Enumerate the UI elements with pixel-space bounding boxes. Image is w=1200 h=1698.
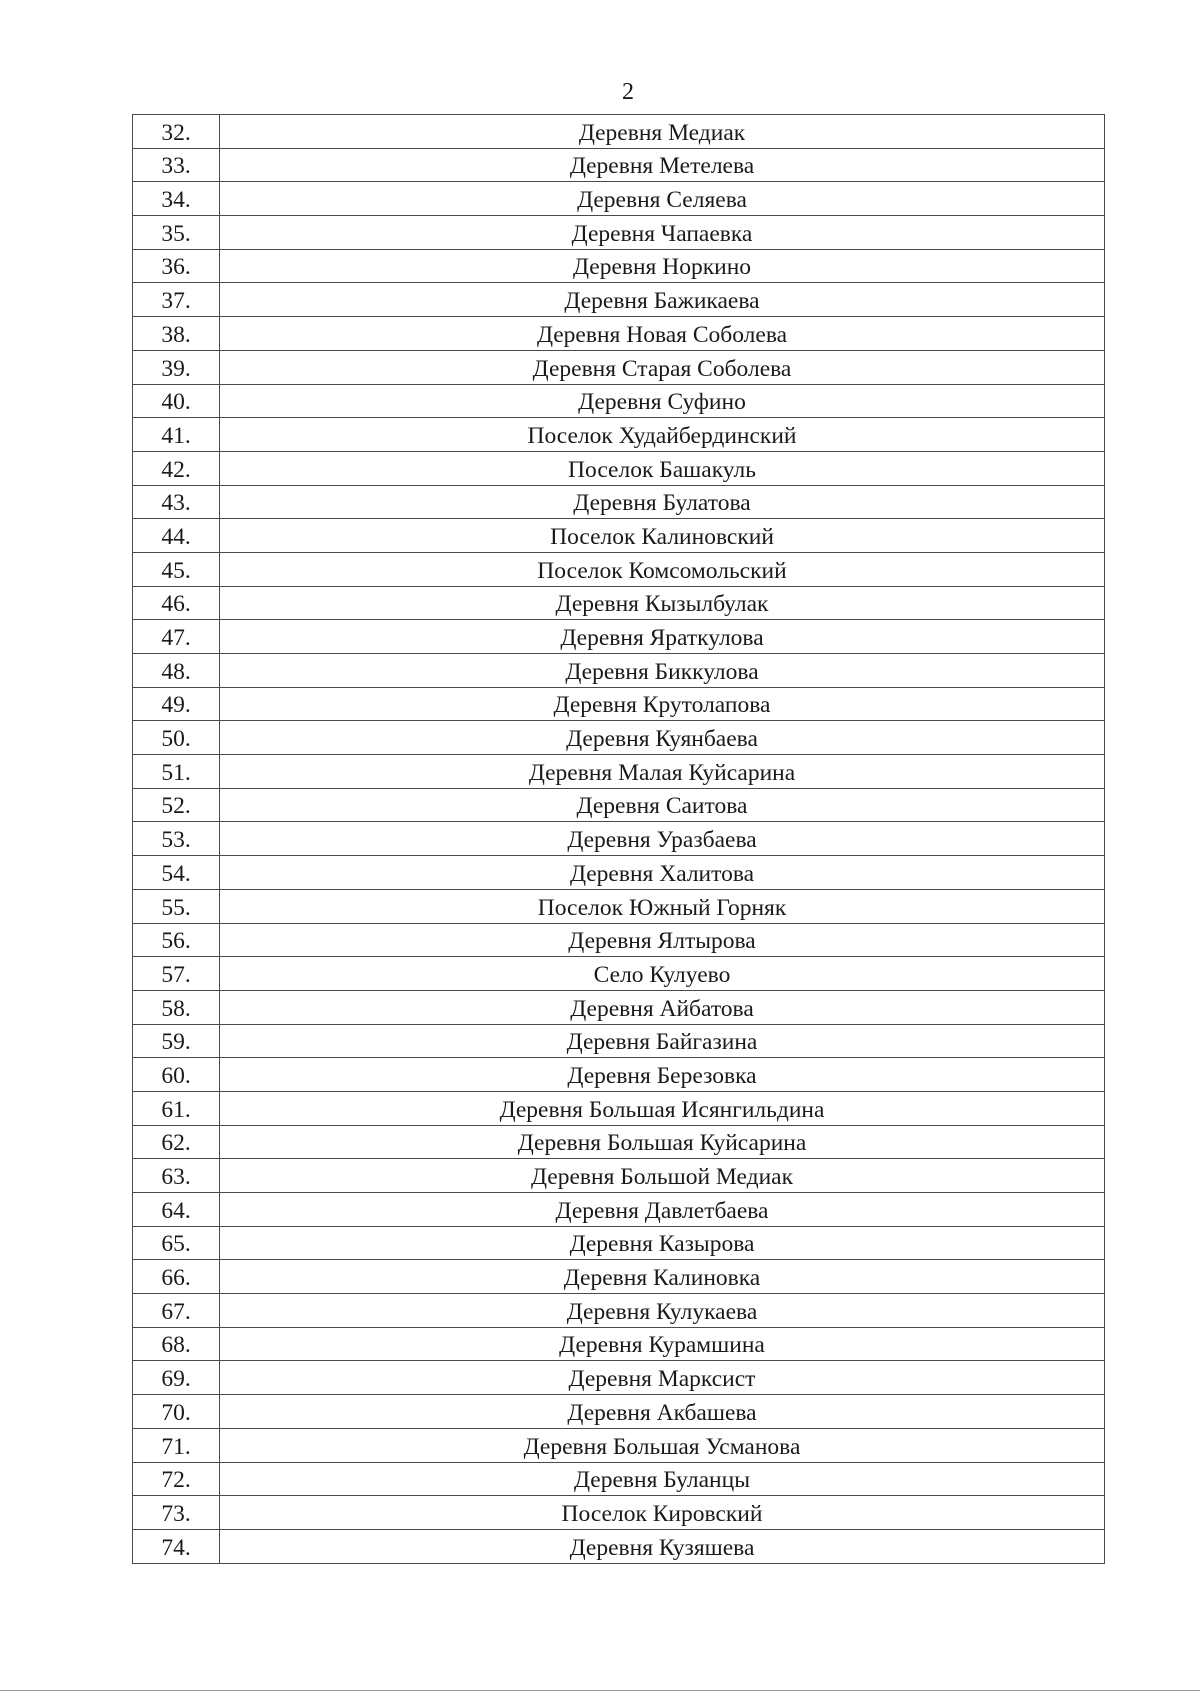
settlement-name: Деревня Марксист [220,1361,1105,1395]
table-row [133,1226,1105,1260]
row-number: 67. [133,1294,220,1328]
page-number: 2 [622,79,634,105]
table-row [133,317,1105,351]
row-number: 56. [133,923,220,957]
row-number: 48. [133,654,220,688]
settlement-name: Поселок Кировский [220,1496,1105,1530]
table-row [133,957,1105,991]
settlement-name: Деревня Халитова [220,856,1105,890]
settlement-name: Деревня Бажикаева [220,283,1105,317]
table-row [133,1024,1105,1058]
row-number: 74. [133,1529,220,1563]
settlement-name: Деревня Березовка [220,1058,1105,1092]
table-row [133,1091,1105,1125]
row-number: 32. [133,115,220,149]
settlement-name: Деревня Большой Медиак [220,1159,1105,1193]
row-number: 59. [133,1024,220,1058]
settlements-table-body [133,115,1105,1564]
settlement-name: Деревня Байгазина [220,1024,1105,1058]
settlement-name: Деревня Кулукаева [220,1294,1105,1328]
table-row [133,687,1105,721]
settlement-name: Деревня Уразбаева [220,822,1105,856]
row-number: 43. [133,485,220,519]
settlement-name: Деревня Саитова [220,788,1105,822]
table-row [133,1260,1105,1294]
row-number: 55. [133,889,220,923]
settlement-name: Деревня Метелева [220,148,1105,182]
settlement-name: Деревня Большая Усманова [220,1428,1105,1462]
row-number: 63. [133,1159,220,1193]
settlement-name: Село Кулуево [220,957,1105,991]
row-number: 49. [133,687,220,721]
table-row [133,1462,1105,1496]
row-number: 46. [133,586,220,620]
row-number: 72. [133,1462,220,1496]
table-row [133,923,1105,957]
table-row [133,350,1105,384]
table-row [133,451,1105,485]
table-row [133,519,1105,553]
table-row [133,1159,1105,1193]
row-number: 40. [133,384,220,418]
table-row [133,249,1105,283]
settlement-name: Деревня Норкино [220,249,1105,283]
row-number: 68. [133,1327,220,1361]
settlement-name: Деревня Новая Соболева [220,317,1105,351]
table-row [133,654,1105,688]
table-row [133,856,1105,890]
row-number: 73. [133,1496,220,1530]
row-number: 69. [133,1361,220,1395]
table-row [133,418,1105,452]
row-number: 57. [133,957,220,991]
table-row [133,1395,1105,1429]
page-bottom-divider [0,1690,1200,1691]
row-number: 60. [133,1058,220,1092]
row-number: 47. [133,620,220,654]
table-row [133,1529,1105,1563]
settlements-table [132,114,1105,1564]
settlement-name: Деревня Суфино [220,384,1105,418]
settlement-name: Деревня Калиновка [220,1260,1105,1294]
table-row [133,620,1105,654]
settlement-name: Деревня Ялтырова [220,923,1105,957]
settlement-name: Деревня Крутолапова [220,687,1105,721]
settlement-name: Поселок Калиновский [220,519,1105,553]
row-number: 34. [133,182,220,216]
table-row [133,1361,1105,1395]
table-row [133,721,1105,755]
settlement-name: Деревня Булатова [220,485,1105,519]
table-row [133,889,1105,923]
table-row [133,148,1105,182]
table-row [133,216,1105,250]
row-number: 62. [133,1125,220,1159]
table-row [133,755,1105,789]
settlement-name: Деревня Старая Соболева [220,350,1105,384]
table-row [133,1496,1105,1530]
row-number: 64. [133,1193,220,1227]
row-number: 65. [133,1226,220,1260]
row-number: 66. [133,1260,220,1294]
settlement-name: Деревня Курамшина [220,1327,1105,1361]
row-number: 50. [133,721,220,755]
settlement-name: Деревня Акбашева [220,1395,1105,1429]
settlement-name: Деревня Большая Куйсарина [220,1125,1105,1159]
table-row [133,182,1105,216]
row-number: 45. [133,552,220,586]
table-row [133,552,1105,586]
row-number: 39. [133,350,220,384]
settlement-name: Деревня Кузяшева [220,1529,1105,1563]
row-number: 37. [133,283,220,317]
table-row [133,1428,1105,1462]
table-row [133,1294,1105,1328]
settlement-name: Деревня Селяева [220,182,1105,216]
row-number: 54. [133,856,220,890]
settlement-name: Деревня Давлетбаева [220,1193,1105,1227]
table-row [133,822,1105,856]
table-row [133,384,1105,418]
settlement-name: Деревня Медиак [220,115,1105,149]
settlement-name: Поселок Комсомольский [220,552,1105,586]
settlement-name: Деревня Казырова [220,1226,1105,1260]
row-number: 42. [133,451,220,485]
row-number: 36. [133,249,220,283]
settlement-name: Поселок Южный Горняк [220,889,1105,923]
row-number: 71. [133,1428,220,1462]
table-row [133,990,1105,1024]
table-row [133,115,1105,149]
settlement-name: Деревня Буланцы [220,1462,1105,1496]
row-number: 33. [133,148,220,182]
row-number: 41. [133,418,220,452]
row-number: 38. [133,317,220,351]
settlement-name: Деревня Биккулова [220,654,1105,688]
table-row [133,1327,1105,1361]
settlement-name: Поселок Башакуль [220,451,1105,485]
settlement-name: Деревня Куянбаева [220,721,1105,755]
row-number: 44. [133,519,220,553]
table-row [133,485,1105,519]
settlement-name: Деревня Айбатова [220,990,1105,1024]
table-row [133,1125,1105,1159]
row-number: 61. [133,1091,220,1125]
settlement-name: Деревня Кызылбулак [220,586,1105,620]
row-number: 70. [133,1395,220,1429]
row-number: 58. [133,990,220,1024]
settlement-name: Деревня Большая Исянгильдина [220,1091,1105,1125]
row-number: 52. [133,788,220,822]
table-row [133,283,1105,317]
settlement-name: Поселок Худайбердинский [220,418,1105,452]
settlement-name: Деревня Чапаевка [220,216,1105,250]
row-number: 53. [133,822,220,856]
settlement-name: Деревня Яраткулова [220,620,1105,654]
table-row [133,1193,1105,1227]
table-row [133,1058,1105,1092]
settlement-name: Деревня Малая Куйсарина [220,755,1105,789]
row-number: 51. [133,755,220,789]
row-number: 35. [133,216,220,250]
table-row [133,586,1105,620]
table-row [133,788,1105,822]
